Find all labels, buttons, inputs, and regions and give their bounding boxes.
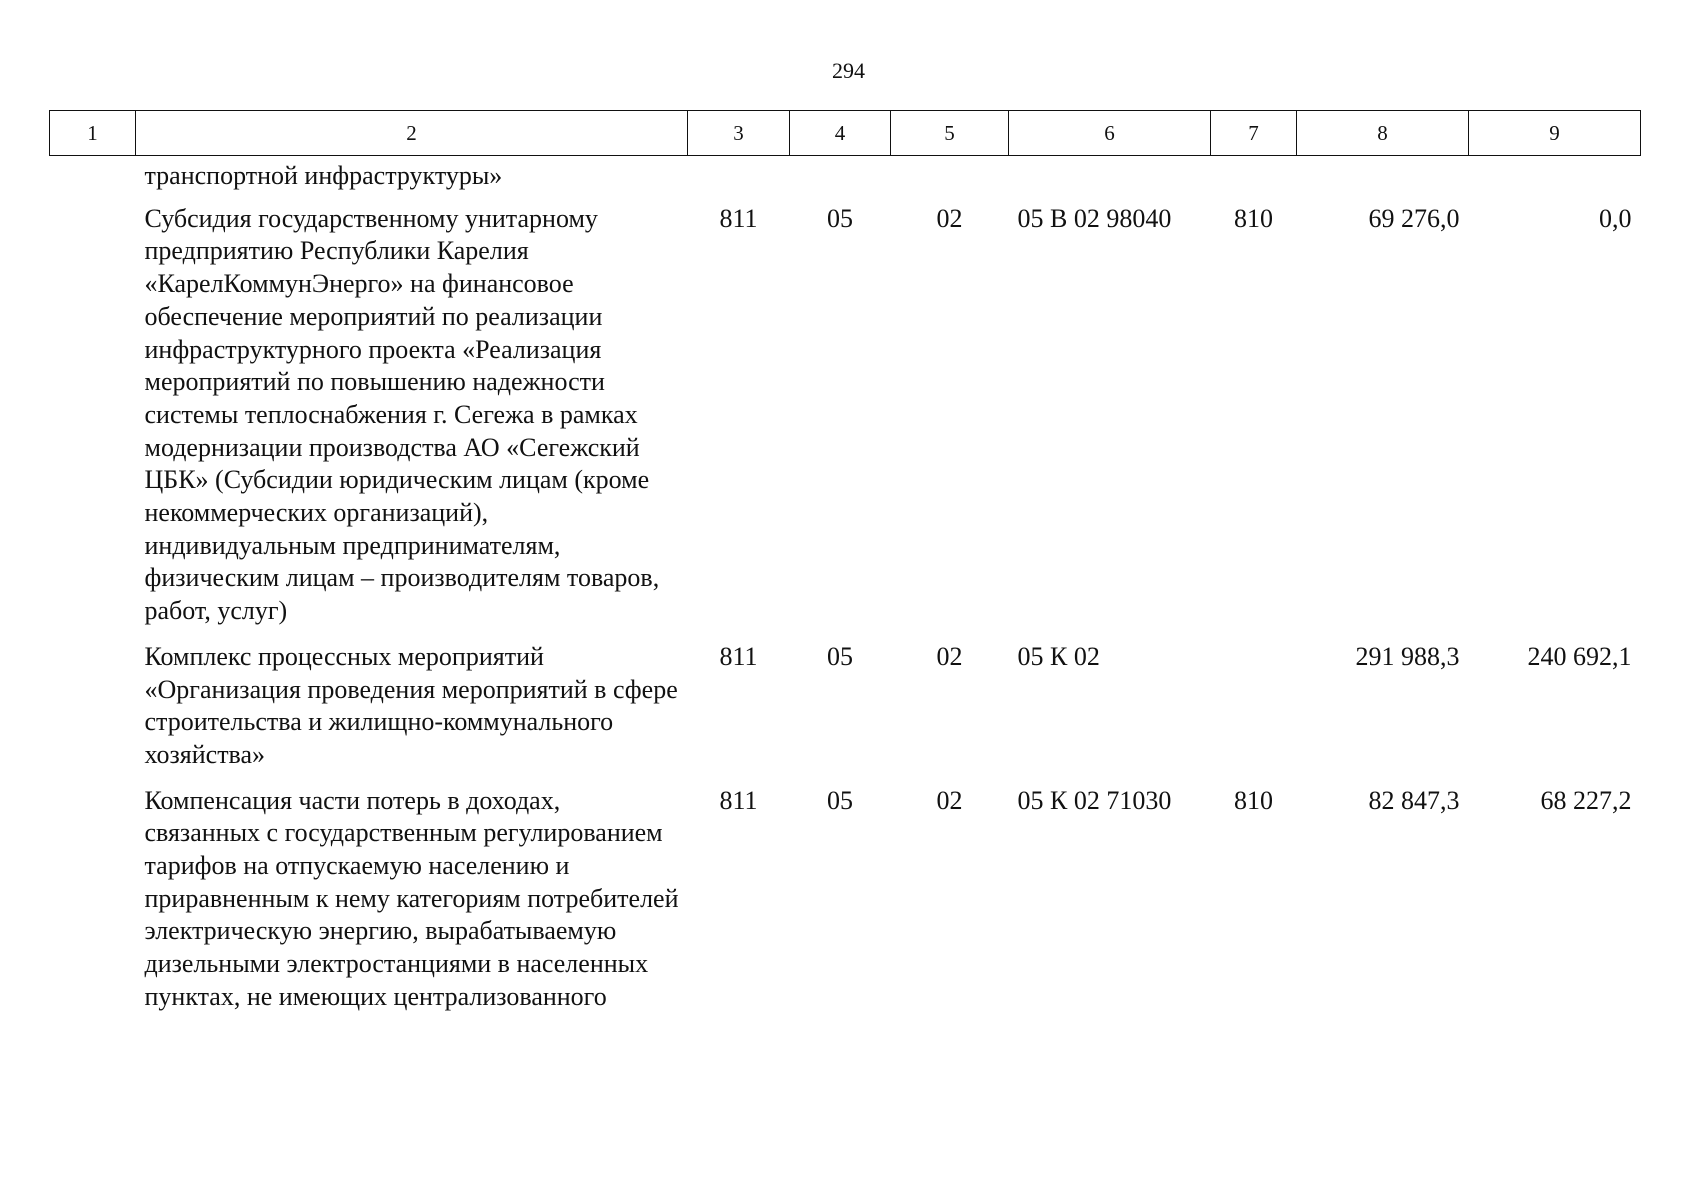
table-row-continuation (50, 156, 1641, 193)
cell-target-article: 05 К 02 (1017, 641, 1100, 671)
cell-name: Субсидия государственному унитарному предприятию Республики Карелия «КарелКоммунЭнерго» на финансовое обеспечение мероприятий по реализации инфраструктурного проекта «Реализация мероприятий по повышению надежности системы теплоснабжения г. Сегежа в рамках модернизации производства АО «Сегежский ЦБК» (Субсидии юридическим лицам (кроме некоммерческих организаций), индивидуальным предпринимателям, физическим лицам – производителям товаров, работ, услуг) (144, 203, 660, 626)
cell-expense-type: 810 (1234, 203, 1273, 233)
column-header-5: 5 (891, 111, 1009, 156)
cell-ministry-code: 811 (719, 203, 758, 233)
cell-subsection: 02 (936, 785, 963, 815)
column-header-7: 7 (1211, 111, 1297, 156)
budget-table (49, 110, 1641, 1017)
cell-name: транспортной инфраструктуры» (144, 161, 503, 190)
cell-amount-col9: 0,0 (1599, 203, 1632, 233)
cell-ministry-code: 811 (719, 785, 758, 815)
cell-expense-type: 810 (1234, 785, 1273, 815)
cell-section: 05 (827, 203, 853, 233)
cell-col1 (50, 156, 136, 193)
column-header-8: 8 (1297, 111, 1469, 156)
cell-col1 (50, 775, 136, 1017)
page-number: 294 (832, 58, 865, 83)
cell-name: Комплекс процессных мероприятий «Организация проведения мероприятий в сфере строительства и жилищно-коммунального хозяйства» (144, 641, 678, 769)
cell-amount-col8: 82 847,3 (1368, 785, 1460, 815)
column-header-2: 2 (136, 111, 688, 156)
cell-amount-col9: 68 227,2 (1540, 785, 1632, 815)
table-row (50, 775, 1641, 1017)
cell-section: 05 (827, 785, 853, 815)
cell-expense-type (1211, 631, 1297, 775)
column-header-9: 9 (1469, 111, 1641, 156)
cell-ministry-code: 811 (719, 641, 758, 671)
table-row (50, 631, 1641, 775)
cell-name: Компенсация части потерь в доходах, связанных с государственным регулированием тарифов на отпускаемую населению и приравненным к нему категориям потребителей электрическую энергию, вырабатываемую дизельными электростанциями в населенных пунктах, не имеющих централизованного (144, 785, 679, 1011)
column-header-6: 6 (1009, 111, 1211, 156)
cell-amount-col8: 291 988,3 (1355, 641, 1460, 671)
table-header (50, 111, 1641, 156)
cell-amount-col9: 240 692,1 (1527, 641, 1632, 671)
cell-col1 (50, 193, 136, 631)
table-row (50, 193, 1641, 631)
cell-col1 (50, 631, 136, 775)
column-header-4: 4 (790, 111, 891, 156)
cell-section: 05 (827, 641, 853, 671)
column-header-3: 3 (688, 111, 790, 156)
cell-subsection: 02 (936, 203, 963, 233)
cell-amount-col8: 69 276,0 (1368, 203, 1460, 233)
cell-subsection: 02 (936, 641, 963, 671)
column-header-1: 1 (50, 111, 136, 156)
cell-target-article: 05 В 02 98040 (1017, 203, 1172, 233)
cell-target-article: 05 К 02 71030 (1017, 785, 1172, 815)
